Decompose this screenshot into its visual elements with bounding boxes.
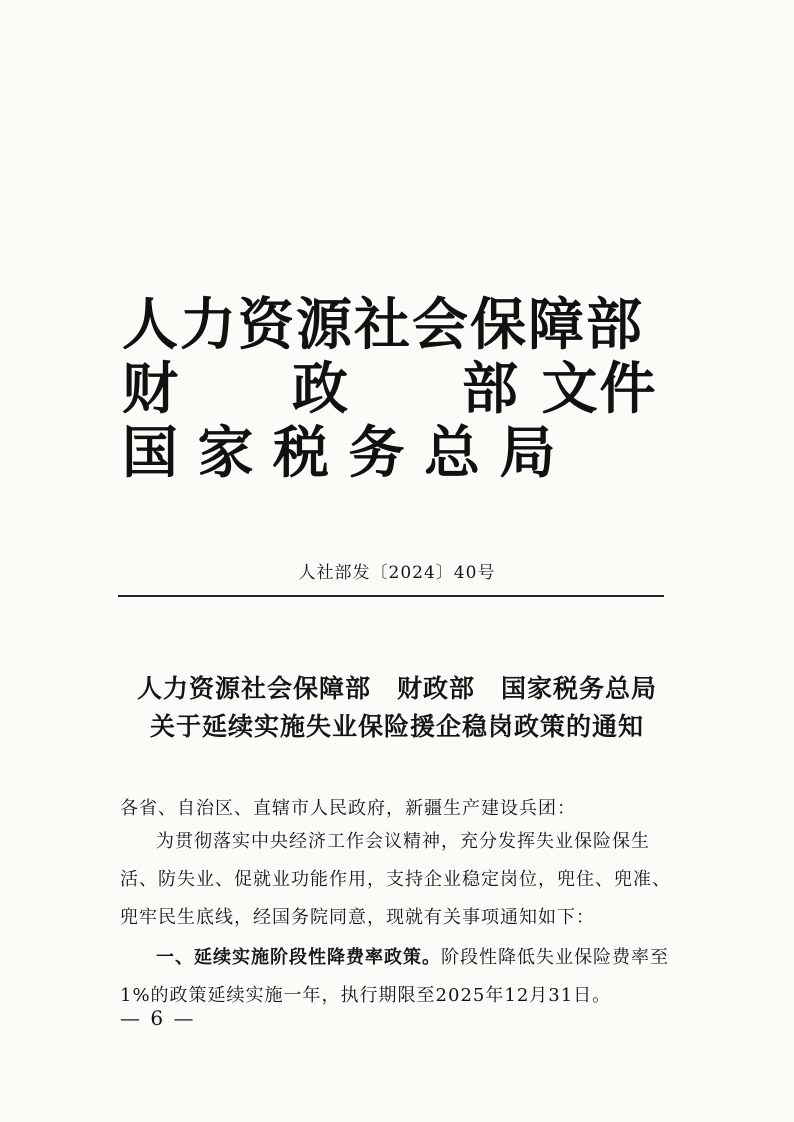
header-line-3: 国 家 税 务 总 局 <box>122 420 556 486</box>
document-number: 人社部发〔2024〕40号 <box>298 563 496 583</box>
header-line-1: 人力资源社会保障部 <box>122 292 644 358</box>
header-line-2-right: 部 文件 <box>462 356 658 422</box>
header-divider <box>118 595 664 597</box>
salutation: 各省、自治区、直辖市人民政府，新疆生产建设兵团： <box>120 798 576 819</box>
header-line-2-left: 财 <box>122 356 180 422</box>
paragraph-item-1 <box>120 939 672 1015</box>
item-1-text: 阶段性降低失业保险费率至1%的政策延续实施一年，执行期限至2025年12月31日。 <box>120 947 669 1006</box>
item-1-heading: 一、延续实施阶段性降费率政策。 <box>156 947 441 968</box>
header-row-3 <box>122 418 682 488</box>
header-row-1 <box>122 290 682 360</box>
paragraph-intro: 为贯彻落实中央经济工作会议精神，充分发挥失业保险保生活、防失业、促就业功能作用，支持企业稳定岗位，兜住、兜准、兜牢民生底线，经国务院同意，现就有关事项通知如下： <box>120 831 671 928</box>
header-row-2 <box>122 354 682 424</box>
page-number: — 6 — <box>120 1006 196 1030</box>
notice-title-line-2: 关于延续实施失业保险援企稳岗政策的通知 <box>149 712 644 741</box>
header-line-2-mid: 政 <box>292 356 350 422</box>
notice-title-line-1: 人力资源社会保障部 财政部 国家税务总局 <box>136 674 657 703</box>
